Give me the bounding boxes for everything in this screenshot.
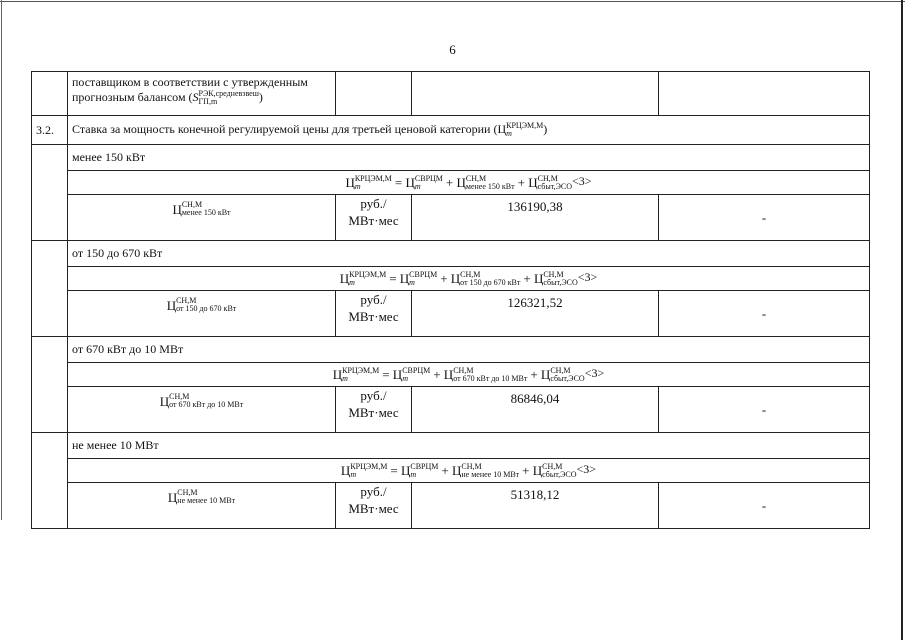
value-row [32,291,870,337]
subsection-heading-row [32,337,870,363]
sub-sup-stack [342,367,379,383]
formula-plus2: + Ц [522,463,543,479]
extra-value: - [761,210,767,225]
formula-eq: = Ц [389,271,410,287]
subsection-heading-row [32,145,870,171]
row-top-line2: прогнозным балансом ( [72,90,193,104]
tariff-table [31,71,870,529]
formula-plus1: + Ц [445,175,466,191]
row-top-cell-4 [412,72,659,116]
subsection-num-cell [32,241,68,337]
extra-value: - [761,306,767,321]
label-sup: СН,М [176,296,197,306]
formula-plus2: + Ц [530,367,551,383]
label-sub: от 670 кВт до 10 МВт [169,400,244,410]
value-cell [412,195,659,241]
symbol-letter: Ц [339,271,350,287]
formula-term2-sub: от 150 до 670 кВт [460,277,521,287]
unit-line1: руб./ [360,196,387,211]
formula-footnote-ref: <3> [577,270,598,285]
formula-term1-sub: m [414,181,421,191]
sub-sup-stack [410,463,438,479]
symbol-letter: Ц [159,393,170,409]
tariff-label [68,483,336,529]
unit-cell [336,387,412,433]
sub-sup-stack [415,175,443,191]
row-top-line1: поставщиком в соответствии с утвержденным [72,75,308,89]
subsection-heading [68,241,870,267]
formula-plus1: + Ц [433,367,454,383]
formula-term2-sup: СН,М [453,365,474,375]
value-row [32,387,870,433]
sub-sup-stack [177,489,235,505]
tariff-label [68,387,336,433]
sub-sup-stack [543,271,577,287]
formula-plus2: + Ц [523,271,544,287]
formula-footnote-ref: <3> [576,462,597,477]
formula-term1-sup: СВРЦМ [409,269,438,279]
subsections [32,145,870,529]
value-row [32,483,870,529]
unit-cell [336,195,412,241]
formula-term3-sup: СН,М [543,269,564,279]
value-cell [412,483,659,529]
formula-plus2: + Ц [517,175,538,191]
symbol-letter: Ц [166,297,177,313]
label-sup: СН,М [177,488,198,498]
formula-cell [68,363,870,387]
formula-row [32,363,870,387]
extra-cell [659,195,870,241]
tariff-value: 86846,04 [510,391,560,406]
formula-cell [68,171,870,195]
subsection-heading-row [32,241,870,267]
scan-edge-left [1,0,2,520]
section-title-cell: Ставка за мощность конечной регулируемой цены для третьей ценовой категории (Ц КРЦЭМ,М m ) [68,116,870,145]
sub-sup-stack [169,393,243,409]
formula-term3-sup: СН,М [542,461,563,471]
unit-line1: руб./ [360,388,387,403]
extra-cell [659,483,870,529]
value-cell [412,387,659,433]
sub-sup-stack [461,463,519,479]
sub-sup-stack [349,271,386,287]
page-number: 6 [449,42,456,57]
formula-term1-sup: СВРЦМ [402,365,431,375]
unit-line2: МВт·мес [348,501,399,516]
unit-line1: руб./ [360,484,387,499]
sub-sup-stack [542,463,576,479]
section-title: Ставка за мощность конечной регулируемой цены для третьей ценовой категории (Ц [72,121,507,136]
unit-line1: руб./ [360,292,387,307]
unit-cell [336,291,412,337]
row-top-cell-3 [336,72,412,116]
formula-lhs-sub: m [350,469,357,479]
formula-footnote-ref: <3> [572,174,592,189]
unit-line2: МВт·мес [348,405,399,420]
formula-term2-sub: менее 150 кВт [465,181,515,191]
formula-term3-sub: сбыт,ЭСО [537,181,572,191]
symbol-letter: Ц [172,201,182,217]
value-row [32,195,870,241]
label-sub: от 150 до 670 кВт [176,304,237,314]
subsection-num-cell [32,433,68,529]
sub-sup-stack [409,271,437,287]
table-row-top [32,72,870,116]
s-symbol: S РЭК,средневзвеш ГП,m [192,89,259,107]
subsection-heading [68,433,870,459]
sub-sup-stack [453,367,527,383]
formula-term3-sub: сбыт,ЭСО [550,373,585,383]
tariff-label [68,291,336,337]
subsection-num-cell [32,145,68,241]
scan-edge-top [0,1,905,2]
formula-term2-sub: не менее 10 МВт [461,469,520,479]
tariff-value: 136190,38 [507,199,563,214]
symbol-letter: Ц [332,367,343,383]
formula-term2-sup: СН,М [461,461,482,471]
tariff-value: 51318,12 [510,487,560,502]
symbol-letter: Ц [167,489,178,505]
formula-lhs-sup: КРЦЭМ,М [350,461,388,471]
formula-term3-sup: СН,М [537,173,558,183]
subsection-heading [68,337,870,363]
subsection-num-cell [32,337,68,433]
subsection-heading-row [32,433,870,459]
sub-sup-stack [350,463,387,479]
formula-lhs-sup: КРЦЭМ,М [349,269,387,279]
formula-cell [68,267,870,291]
formula-lhs-sup: КРЦЭМ,М [354,173,392,183]
formula-lhs-sub: m [354,181,361,191]
unit-line2: МВт·мес [348,309,399,324]
formula-term1-sup: СВРЦМ [410,461,439,471]
formula-eq: = Ц [390,463,411,479]
formula-term2-sup: СН,М [460,269,481,279]
formula-term3-sup: СН,М [550,365,571,375]
formula-term3-sub: сбыт,ЭСО [543,277,578,287]
unit-cell [336,483,412,529]
extra-value: - [761,402,767,417]
label-sup: СН,М [169,392,190,402]
unit-line2: МВт·мес [348,213,399,228]
formula-eq: = Ц [382,367,403,383]
formula-row [32,171,870,195]
value-cell [412,291,659,337]
sub-sup-stack [355,175,392,191]
sub-sup-stack [466,175,515,191]
label-sub: менее 150 кВт [181,208,231,218]
subsection-heading-text: от 150 до 670 кВт [72,246,163,260]
tariff-label [68,195,336,241]
subsection-heading-text: менее 150 кВт [72,150,146,164]
formula-plus1: + Ц [441,463,462,479]
sub-sup-stack [550,367,584,383]
row-top-text-cell: поставщиком в соответствии с утвержденным прогнозным балансом (S РЭК,средневзвеш ГП,m ) [68,72,336,116]
formula-term1-sub: m [409,277,415,287]
formula-cell [68,459,870,483]
formula-term1-sub: m [410,469,417,479]
subsection-heading-text: от 670 кВт до 10 МВт [72,342,184,356]
formula-term2-sub: от 670 кВт до 10 МВт [453,373,528,383]
sub-sup-stack [182,201,231,217]
label-sup: СН,М [181,200,203,210]
symbol-letter: Ц [340,463,351,479]
formula-row [32,267,870,291]
formula-term1-sup: СВРЦМ [414,173,443,183]
formula-term1-sub: m [402,373,408,383]
symbol-letter: Ц [345,175,355,191]
sub-sup-stack [460,271,520,287]
formula-lhs-sup: КРЦЭМ,М [342,365,380,375]
scan-edge-right [901,0,903,640]
subsection-heading-text: не менее 10 МВт [72,438,159,452]
section-number: 3.2. [32,116,68,145]
row-top-num-cell [32,72,68,116]
extra-value: - [761,498,767,513]
label-sub: не менее 10 МВт [177,496,236,506]
extra-cell [659,387,870,433]
sub-sup-stack [402,367,430,383]
formula-row [32,459,870,483]
row-top-cell-5 [659,72,870,116]
formula-footnote-ref: <3> [584,366,605,381]
formula-lhs-sub: m [349,277,355,287]
formula-plus1: + Ц [440,271,461,287]
formula-lhs-sub: m [342,373,348,383]
extra-cell [659,291,870,337]
formula-term3-sub: сбыт,ЭСО [542,469,577,479]
sub-sup-stack [538,175,572,191]
formula-term2-sup: СН,М [465,173,487,183]
sub-sup-stack [176,297,236,313]
subsection-heading [68,145,870,171]
formula-eq: = Ц [394,175,415,191]
tariff-value: 126321,52 [507,295,563,310]
section-row [32,116,870,145]
